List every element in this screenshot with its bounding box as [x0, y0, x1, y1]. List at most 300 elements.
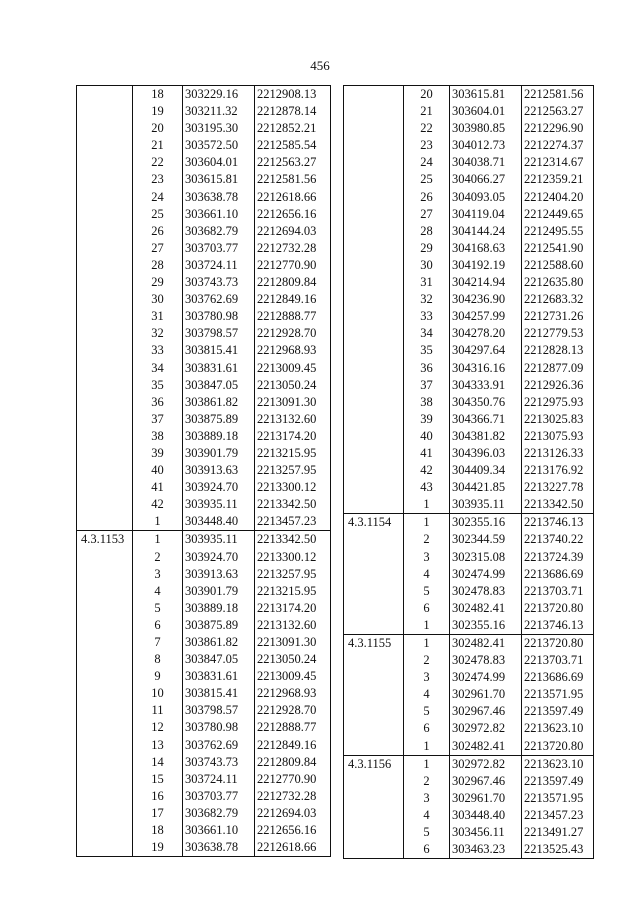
table-row	[77, 445, 331, 462]
y-coordinate-cell: 2212404.20	[522, 189, 594, 206]
y-coordinate-cell: 2212779.53	[522, 325, 594, 342]
table-row	[344, 308, 594, 325]
y-coordinate-cell: 2212878.14	[255, 103, 331, 120]
y-coordinate-cell: 2212581.56	[522, 86, 594, 104]
x-coordinate-cell: 304333.91	[450, 377, 522, 394]
y-coordinate-cell: 2213215.95	[255, 583, 331, 600]
table-row	[77, 496, 331, 513]
x-coordinate-cell: 303901.79	[183, 445, 255, 462]
parcel-id-cell	[77, 617, 133, 634]
table-row	[344, 428, 594, 445]
parcel-id-cell	[77, 206, 133, 223]
parcel-id-cell	[344, 206, 404, 223]
point-number-cell: 6	[404, 600, 450, 617]
x-coordinate-cell: 302355.16	[450, 617, 522, 635]
x-coordinate-cell: 303661.10	[183, 206, 255, 223]
table-row	[77, 360, 331, 377]
x-coordinate-cell: 304236.90	[450, 291, 522, 308]
y-coordinate-cell: 2213342.50	[255, 531, 331, 549]
table-row	[77, 394, 331, 411]
table-row	[77, 788, 331, 805]
y-coordinate-cell: 2213720.80	[522, 738, 594, 756]
parcel-id-cell: 4.3.1156	[344, 755, 404, 773]
y-coordinate-cell: 2213724.39	[522, 549, 594, 566]
table-row	[344, 462, 594, 479]
table-row	[344, 720, 594, 737]
point-number-cell: 27	[133, 240, 183, 257]
parcel-id-cell	[77, 240, 133, 257]
parcel-id-cell	[77, 788, 133, 805]
y-coordinate-cell: 2212732.28	[255, 788, 331, 805]
point-number-cell: 7	[133, 634, 183, 651]
y-coordinate-cell: 2213091.30	[255, 634, 331, 651]
parcel-id-cell	[344, 120, 404, 137]
parcel-id-cell	[77, 223, 133, 240]
y-coordinate-cell: 2212588.60	[522, 257, 594, 274]
point-number-cell: 1	[404, 617, 450, 635]
parcel-id-cell	[344, 428, 404, 445]
y-coordinate-cell: 2212852.21	[255, 120, 331, 137]
y-coordinate-cell: 2213686.69	[522, 566, 594, 583]
parcel-id-cell	[77, 719, 133, 736]
x-coordinate-cell: 303195.30	[183, 120, 255, 137]
x-coordinate-cell: 303815.41	[183, 342, 255, 359]
table-row	[344, 583, 594, 600]
y-coordinate-cell: 2213623.10	[522, 720, 594, 737]
x-coordinate-cell: 303980.85	[450, 120, 522, 137]
table-row	[344, 189, 594, 206]
x-coordinate-cell: 302355.16	[450, 514, 522, 532]
x-coordinate-cell: 303924.70	[183, 549, 255, 566]
y-coordinate-cell: 2213703.71	[522, 583, 594, 600]
table-row	[77, 513, 331, 531]
parcel-id-cell	[344, 531, 404, 548]
point-number-cell: 4	[404, 686, 450, 703]
point-number-cell: 1	[404, 755, 450, 773]
parcel-id-cell	[77, 137, 133, 154]
y-coordinate-cell: 2213174.20	[255, 600, 331, 617]
parcel-id-cell	[77, 308, 133, 325]
point-number-cell: 16	[133, 788, 183, 805]
x-coordinate-cell: 304192.19	[450, 257, 522, 274]
table-row	[344, 824, 594, 841]
parcel-id-cell	[344, 394, 404, 411]
parcel-id-cell	[344, 703, 404, 720]
point-number-cell: 20	[404, 86, 450, 104]
parcel-id-cell	[344, 807, 404, 824]
y-coordinate-cell: 2212849.16	[255, 291, 331, 308]
point-number-cell: 6	[404, 841, 450, 859]
x-coordinate-cell: 304421.85	[450, 479, 522, 496]
y-coordinate-cell: 2212809.84	[255, 274, 331, 291]
x-coordinate-cell: 303724.11	[183, 771, 255, 788]
table-row	[77, 617, 331, 634]
y-coordinate-cell: 2213720.80	[522, 635, 594, 653]
parcel-id-cell	[77, 154, 133, 171]
table-row	[77, 822, 331, 839]
table-row	[344, 291, 594, 308]
x-coordinate-cell: 302972.82	[450, 755, 522, 773]
parcel-id-cell	[77, 651, 133, 668]
table-row	[77, 805, 331, 822]
table-row	[344, 600, 594, 617]
parcel-id-cell	[77, 496, 133, 513]
x-coordinate-cell: 303780.98	[183, 719, 255, 736]
x-coordinate-cell: 304350.76	[450, 394, 522, 411]
parcel-id-cell: 4.3.1154	[344, 514, 404, 532]
y-coordinate-cell: 2212635.80	[522, 274, 594, 291]
point-number-cell: 22	[133, 154, 183, 171]
parcel-id-cell	[344, 189, 404, 206]
table-row	[77, 274, 331, 291]
point-number-cell: 26	[133, 223, 183, 240]
point-number-cell: 5	[404, 824, 450, 841]
x-coordinate-cell: 303724.11	[183, 257, 255, 274]
x-coordinate-cell: 303935.11	[183, 531, 255, 549]
point-number-cell: 40	[404, 428, 450, 445]
parcel-id-cell	[344, 325, 404, 342]
table-row	[77, 702, 331, 719]
parcel-id-cell	[77, 479, 133, 496]
x-coordinate-cell: 303703.77	[183, 788, 255, 805]
x-coordinate-cell: 304066.27	[450, 171, 522, 188]
point-number-cell: 21	[404, 103, 450, 120]
y-coordinate-cell: 2213215.95	[255, 445, 331, 462]
x-coordinate-cell: 302961.70	[450, 790, 522, 807]
parcel-id-cell	[77, 754, 133, 771]
parcel-id-cell	[344, 824, 404, 841]
x-coordinate-cell: 303448.40	[183, 513, 255, 531]
y-coordinate-cell: 2213746.13	[522, 514, 594, 532]
y-coordinate-cell: 2213075.93	[522, 428, 594, 445]
y-coordinate-cell: 2212926.36	[522, 377, 594, 394]
point-number-cell: 21	[133, 137, 183, 154]
parcel-id-cell	[77, 411, 133, 428]
parcel-id-cell	[77, 805, 133, 822]
point-number-cell: 28	[133, 257, 183, 274]
y-coordinate-cell: 2213126.33	[522, 445, 594, 462]
table-row	[77, 171, 331, 188]
point-number-cell: 1	[404, 738, 450, 756]
parcel-id-cell	[344, 257, 404, 274]
x-coordinate-cell: 302344.59	[450, 531, 522, 548]
x-coordinate-cell: 304316.16	[450, 360, 522, 377]
y-coordinate-cell: 2212968.93	[255, 685, 331, 702]
table-row	[344, 652, 594, 669]
parcel-id-cell	[344, 274, 404, 291]
y-coordinate-cell: 2213623.10	[522, 755, 594, 773]
x-coordinate-cell: 302482.41	[450, 738, 522, 756]
x-coordinate-cell: 303743.73	[183, 754, 255, 771]
point-number-cell: 24	[133, 189, 183, 206]
y-coordinate-cell: 2213703.71	[522, 652, 594, 669]
x-coordinate-cell: 303638.78	[183, 189, 255, 206]
table-row	[77, 257, 331, 274]
parcel-id-cell	[344, 583, 404, 600]
y-coordinate-cell: 2213597.49	[522, 773, 594, 790]
table-row	[77, 634, 331, 651]
table-row	[344, 514, 594, 532]
point-number-cell: 5	[133, 600, 183, 617]
parcel-id-cell	[77, 394, 133, 411]
y-coordinate-cell: 2212732.28	[255, 240, 331, 257]
y-coordinate-cell: 2213009.45	[255, 668, 331, 685]
point-number-cell: 13	[133, 737, 183, 754]
table-row	[77, 531, 331, 549]
point-number-cell: 8	[133, 651, 183, 668]
y-coordinate-cell: 2212849.16	[255, 737, 331, 754]
point-number-cell: 1	[404, 635, 450, 653]
y-coordinate-cell: 2213571.95	[522, 790, 594, 807]
x-coordinate-cell: 303847.05	[183, 377, 255, 394]
point-number-cell: 31	[404, 274, 450, 291]
point-number-cell: 39	[133, 445, 183, 462]
table-row	[77, 566, 331, 583]
parcel-id-cell	[77, 583, 133, 600]
x-coordinate-cell: 303924.70	[183, 479, 255, 496]
y-coordinate-cell: 2212618.66	[255, 839, 331, 857]
y-coordinate-cell: 2212975.93	[522, 394, 594, 411]
table-row	[77, 771, 331, 788]
x-coordinate-cell: 303682.79	[183, 223, 255, 240]
parcel-id-cell	[77, 566, 133, 583]
y-coordinate-cell: 2212274.37	[522, 137, 594, 154]
y-coordinate-cell: 2213525.43	[522, 841, 594, 859]
x-coordinate-cell: 303798.57	[183, 702, 255, 719]
point-number-cell: 24	[404, 154, 450, 171]
y-coordinate-cell: 2212495.55	[522, 223, 594, 240]
parcel-id-cell	[344, 462, 404, 479]
table-row	[344, 617, 594, 635]
x-coordinate-cell: 304144.24	[450, 223, 522, 240]
y-coordinate-cell: 2212581.56	[255, 171, 331, 188]
parcel-id-cell	[77, 634, 133, 651]
point-number-cell: 23	[133, 171, 183, 188]
y-coordinate-cell: 2213597.49	[522, 703, 594, 720]
y-coordinate-cell: 2212928.70	[255, 702, 331, 719]
parcel-id-cell	[344, 496, 404, 514]
parcel-id-cell	[77, 549, 133, 566]
parcel-id-cell	[77, 377, 133, 394]
y-coordinate-cell: 2213176.92	[522, 462, 594, 479]
point-number-cell: 32	[404, 291, 450, 308]
x-coordinate-cell: 303463.23	[450, 841, 522, 859]
y-coordinate-cell: 2213491.27	[522, 824, 594, 841]
point-number-cell: 3	[404, 669, 450, 686]
point-number-cell: 6	[404, 720, 450, 737]
point-number-cell: 2	[404, 531, 450, 548]
table-row	[77, 154, 331, 171]
point-number-cell: 25	[404, 171, 450, 188]
x-coordinate-cell: 303889.18	[183, 600, 255, 617]
parcel-id-cell	[77, 189, 133, 206]
point-number-cell: 30	[133, 291, 183, 308]
x-coordinate-cell: 303604.01	[450, 103, 522, 120]
point-number-cell: 5	[404, 583, 450, 600]
table-row	[77, 411, 331, 428]
point-number-cell: 38	[404, 394, 450, 411]
table-row	[344, 686, 594, 703]
x-coordinate-cell: 302474.99	[450, 566, 522, 583]
y-coordinate-cell: 2212694.03	[255, 805, 331, 822]
x-coordinate-cell: 303831.61	[183, 668, 255, 685]
table-row	[77, 651, 331, 668]
y-coordinate-cell: 2212618.66	[255, 189, 331, 206]
point-number-cell: 4	[404, 807, 450, 824]
parcel-id-cell	[344, 308, 404, 325]
x-coordinate-cell: 304038.71	[450, 154, 522, 171]
x-coordinate-cell: 303861.82	[183, 394, 255, 411]
coordinate-table-right	[343, 85, 594, 859]
table-row	[77, 223, 331, 240]
point-number-cell: 42	[404, 462, 450, 479]
parcel-id-cell	[77, 668, 133, 685]
point-number-cell: 19	[133, 103, 183, 120]
y-coordinate-cell: 2213050.24	[255, 651, 331, 668]
table-row	[77, 479, 331, 496]
x-coordinate-cell: 303875.89	[183, 617, 255, 634]
table-row	[77, 240, 331, 257]
point-number-cell: 23	[404, 137, 450, 154]
table-row	[344, 635, 594, 653]
table-row	[344, 411, 594, 428]
parcel-id-cell	[344, 240, 404, 257]
table-row	[344, 841, 594, 859]
point-number-cell: 41	[133, 479, 183, 496]
page-number: 456	[310, 58, 330, 73]
point-number-cell: 2	[404, 652, 450, 669]
y-coordinate-cell: 2213300.12	[255, 549, 331, 566]
point-number-cell: 35	[404, 342, 450, 359]
x-coordinate-cell: 303901.79	[183, 583, 255, 600]
point-number-cell: 17	[133, 805, 183, 822]
parcel-id-cell	[77, 360, 133, 377]
y-coordinate-cell: 2213457.23	[522, 807, 594, 824]
x-coordinate-cell: 302482.41	[450, 600, 522, 617]
table-row	[77, 308, 331, 325]
y-coordinate-cell: 2212908.13	[255, 86, 331, 104]
y-coordinate-cell: 2213342.50	[522, 496, 594, 514]
point-number-cell: 5	[404, 703, 450, 720]
table-row	[344, 360, 594, 377]
table-row	[77, 428, 331, 445]
y-coordinate-cell: 2213740.22	[522, 531, 594, 548]
parcel-id-cell	[77, 445, 133, 462]
y-coordinate-cell: 2213009.45	[255, 360, 331, 377]
parcel-id-cell	[344, 154, 404, 171]
y-coordinate-cell: 2212296.90	[522, 120, 594, 137]
table-row	[77, 600, 331, 617]
x-coordinate-cell: 303831.61	[183, 360, 255, 377]
point-number-cell: 22	[404, 120, 450, 137]
y-coordinate-cell: 2213174.20	[255, 428, 331, 445]
point-number-cell: 3	[404, 549, 450, 566]
x-coordinate-cell: 302972.82	[450, 720, 522, 737]
point-number-cell: 26	[404, 189, 450, 206]
y-coordinate-cell: 2212928.70	[255, 325, 331, 342]
y-coordinate-cell: 2212968.93	[255, 342, 331, 359]
point-number-cell: 9	[133, 668, 183, 685]
table-row	[77, 342, 331, 359]
parcel-id-cell	[77, 839, 133, 857]
point-number-cell: 28	[404, 223, 450, 240]
y-coordinate-cell: 2213720.80	[522, 600, 594, 617]
y-coordinate-cell: 2213257.95	[255, 462, 331, 479]
parcel-id-cell	[344, 549, 404, 566]
y-coordinate-cell: 2213050.24	[255, 377, 331, 394]
parcel-id-cell	[77, 86, 133, 104]
point-number-cell: 29	[404, 240, 450, 257]
y-coordinate-cell: 2212449.65	[522, 206, 594, 223]
parcel-id-cell	[77, 120, 133, 137]
x-coordinate-cell: 303913.63	[183, 566, 255, 583]
table-row	[344, 274, 594, 291]
parcel-id-cell	[77, 822, 133, 839]
x-coordinate-cell: 303798.57	[183, 325, 255, 342]
table-row	[344, 377, 594, 394]
point-number-cell: 36	[404, 360, 450, 377]
x-coordinate-cell: 302478.83	[450, 583, 522, 600]
x-coordinate-cell: 303703.77	[183, 240, 255, 257]
parcel-id-cell	[344, 360, 404, 377]
table-row	[344, 738, 594, 756]
y-coordinate-cell: 2212731.26	[522, 308, 594, 325]
point-number-cell: 1	[404, 514, 450, 532]
point-number-cell: 4	[404, 566, 450, 583]
point-number-cell: 36	[133, 394, 183, 411]
table-row	[77, 839, 331, 857]
parcel-id-cell	[77, 462, 133, 479]
parcel-id-cell	[77, 103, 133, 120]
point-number-cell: 35	[133, 377, 183, 394]
parcel-id-cell	[344, 773, 404, 790]
table-row	[344, 394, 594, 411]
x-coordinate-cell: 303815.41	[183, 685, 255, 702]
parcel-id-cell	[77, 737, 133, 754]
parcel-id-cell	[344, 617, 404, 635]
point-number-cell: 19	[133, 839, 183, 857]
parcel-id-cell	[344, 223, 404, 240]
y-coordinate-cell: 2212888.77	[255, 308, 331, 325]
y-coordinate-cell: 2212770.90	[255, 257, 331, 274]
parcel-id-cell: 4.3.1155	[344, 635, 404, 653]
y-coordinate-cell: 2212828.13	[522, 342, 594, 359]
point-number-cell: 1	[133, 531, 183, 549]
y-coordinate-cell: 2212585.54	[255, 137, 331, 154]
point-number-cell: 37	[404, 377, 450, 394]
x-coordinate-cell: 304366.71	[450, 411, 522, 428]
y-coordinate-cell: 2212877.09	[522, 360, 594, 377]
point-number-cell: 1	[404, 496, 450, 514]
table-row	[77, 137, 331, 154]
x-coordinate-cell: 303861.82	[183, 634, 255, 651]
table-row	[77, 685, 331, 702]
parcel-id-cell	[344, 600, 404, 617]
y-coordinate-cell: 2212809.84	[255, 754, 331, 771]
y-coordinate-cell: 2213571.95	[522, 686, 594, 703]
parcel-id-cell	[344, 411, 404, 428]
x-coordinate-cell: 304297.64	[450, 342, 522, 359]
table-row	[77, 754, 331, 771]
x-coordinate-cell: 302315.08	[450, 549, 522, 566]
parcel-id-cell	[344, 377, 404, 394]
parcel-id-cell	[344, 171, 404, 188]
table-row	[344, 206, 594, 223]
parcel-id-cell	[344, 342, 404, 359]
point-number-cell: 18	[133, 86, 183, 104]
point-number-cell: 43	[404, 479, 450, 496]
x-coordinate-cell: 304012.73	[450, 137, 522, 154]
